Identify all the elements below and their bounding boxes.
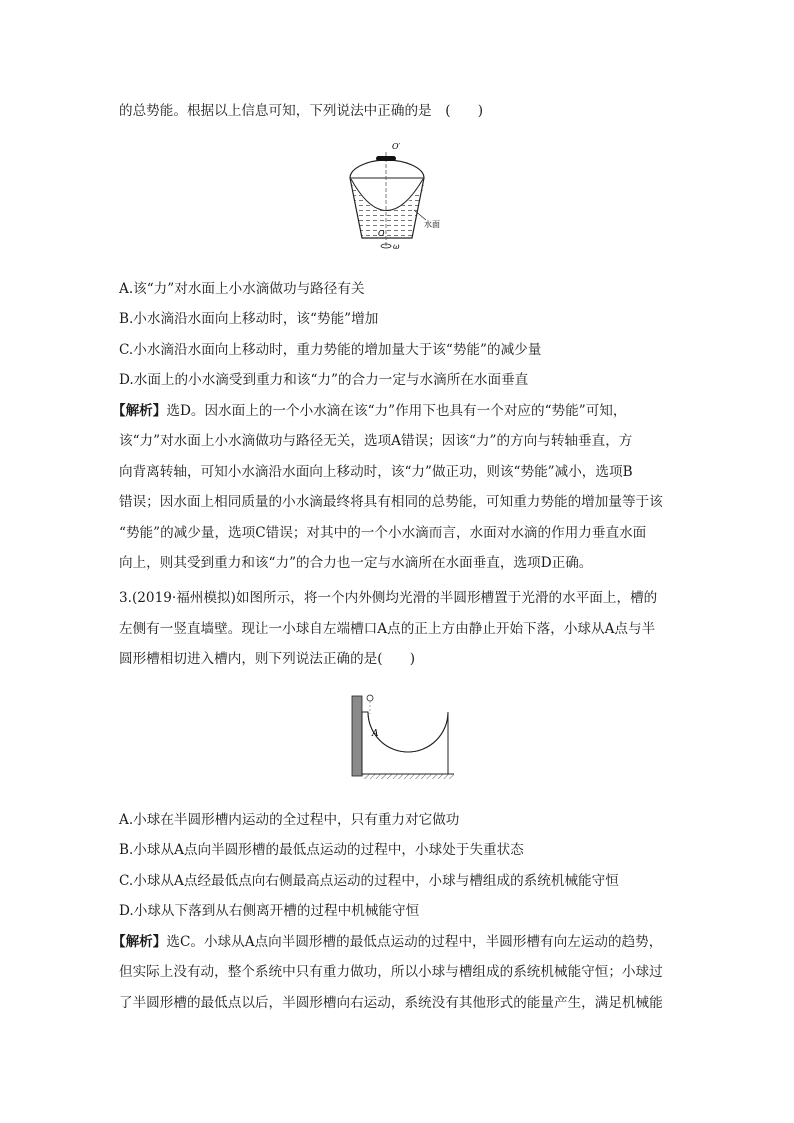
label-o: O [378,229,385,238]
q2-analysis-tag: 【解析】 [112,403,167,419]
label-water-surface: 水面 [424,220,440,229]
q3-analysis-line-1: 【解析】选C。小球从A点向半圆形槽的最低点运动的过程中，半圆形槽有向左运动的趋势， [112,934,663,950]
q3-option-b: B.小球从A点向半圆形槽的最低点运动的过程中，小球处于失重状态 [119,842,524,858]
q2-option-a: A.该“力”对水面上小水滴做功与路径有关 [119,281,365,297]
q2-analysis-line-4: 错误；因水面上相同质量的小水滴最终将具有相同的总势能，可知重力势能的增加量等于该 [119,494,663,510]
q3-option-d: D.小球从下落到从右侧离开槽的过程中机械能守恒 [119,903,420,919]
label-o-prime: O′ [392,142,401,151]
q3-analysis-tag: 【解析】 [112,934,167,950]
rotating-container-figure [338,138,438,256]
ball [367,695,373,701]
q3-option-a: A.小球在半圆形槽内运动的全过程中，只有重力对它做功 [119,812,460,828]
q2-analysis-line-2: 该“力”对水面上小水滴做功与路径无关，选项A错误；因该“力”的方向与转轴垂直，方 [119,433,633,449]
q2-option-d: D.水面上的小水滴受到重力和该“力”的合力一定与水滴所在水面垂直 [119,372,529,388]
q3-option-c: C.小球从A点经最低点向右侧最高点运动的过程中，小球与槽组成的系统机械能守恒 [119,873,619,889]
q2-option-c: C.小水滴沿水面向上移动时，重力势能的增加量大于该“势能”的减少量 [119,342,542,358]
q3-stem-line-2: 左侧有一竖直墙壁。现让一小球自左端槽口A点的正上方由静止开始下落，小球从A点与半 [119,621,656,637]
wall [352,696,362,776]
q2-analysis-line-5: “势能”的减少量，选项C错误；对其中的一个小水滴而言，水面对水滴的作用力垂直水面 [119,525,647,541]
q3-analysis-line-2: 但实际上没有动，整个系统中只有重力做功，所以小球与槽组成的系统机械能守恒；小球过 [119,964,663,980]
q3-stem-line-3: 圆形槽相切进入槽内，则下列说法正确的是( ) [119,651,416,667]
q3-analysis-line-3: 了半圆形槽的最低点以后，半圆形槽向右运动，系统没有其他形式的能量产生，满足机械能 [119,995,663,1011]
q2-analysis-line-6: 向上，则其受到重力和该“力”的合力也一定与水滴所在水面垂直，选项D正确。 [119,555,593,571]
q3-stem-line-1: 3.(2019·福州模拟)如图所示，将一个内外侧均光滑的半圆形槽置于光滑的水平面上，槽的 [119,590,658,606]
q2-analysis-line-1: 【解析】选D。因水面上的一个小水滴在该“力”作用下也具有一个对应的“势能”可知， [112,403,627,419]
semicircular-trough-figure [340,690,460,782]
label-omega: ω [393,242,400,251]
label-a: A [372,729,379,739]
q2-analysis-line-3: 向背离转轴，可知小水滴沿水面向上移动时，该“力”做正功，则该“势能”减小，选项B [119,464,633,480]
trough [362,712,448,774]
q2-option-b: B.小水滴沿水面向上移动时，该“势能”增加 [119,311,379,327]
q2-stem: 的总势能。根据以上信息可知，下列说法中正确的是 ( ) [119,103,484,119]
